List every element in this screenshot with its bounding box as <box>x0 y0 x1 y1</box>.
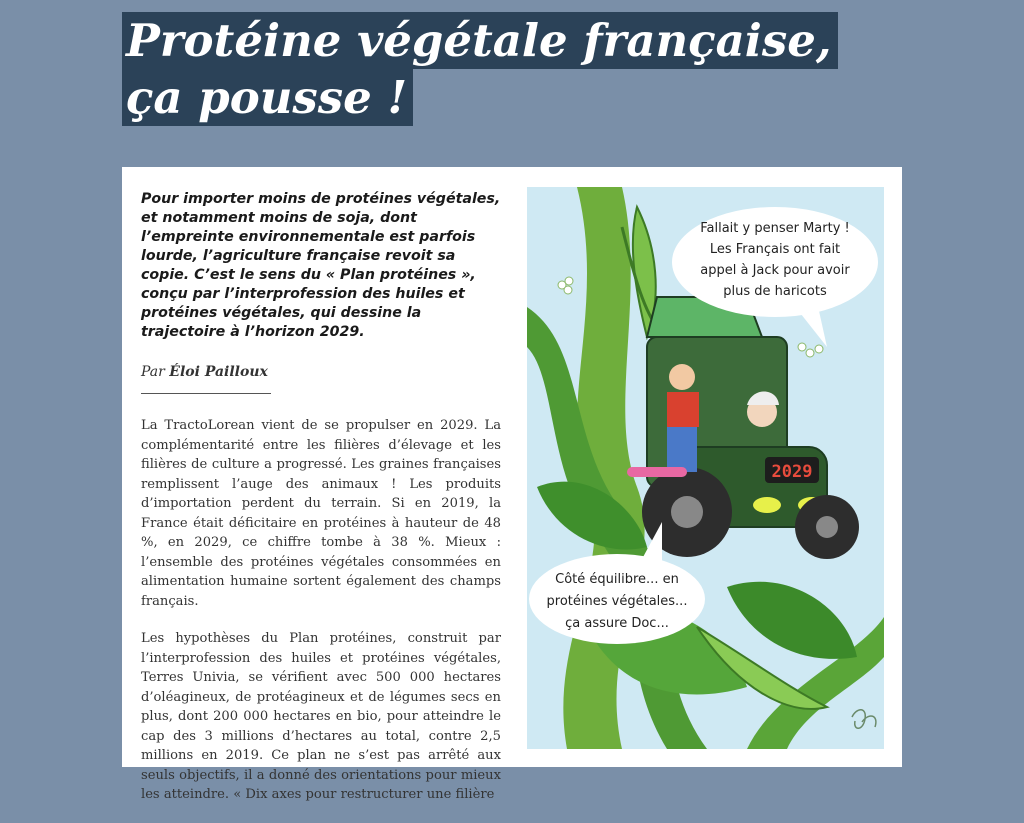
leaf <box>727 582 857 659</box>
bubble-bottom-line-2: protéines végétales... <box>546 594 688 609</box>
wheel-hub <box>816 516 838 538</box>
hoverboard <box>627 467 687 477</box>
article-lead: Pour importer moins de protéines végétales, et notamment moins de soja, dont l’empreinte environnementale est parfois lourde, l’agriculture française revoit sa copie. C’est le sens du « Plan protéines », conçu par l’interprofession des huiles et protéines végétales, qui dessine la trajectoire à l’horizon 2029. <box>141 191 501 340</box>
article-title <box>122 12 838 126</box>
paragraph-2: Les hypothèses du Plan protéines, construit par l’interprofession des huiles et protéines végétales, Terres Univia, se vérifient avec 500 000 hectares d’oléagineux, de protéagineux et de légumes secs en plus, dont 200 000 hectares en bio, pour atteindre le cap des 3 millions d’hectares au total, contre 2,5 millions en 2019. Ce plan ne s’est pas arrêté aux seuls objectifs, il a donné des orientations pour mieux les atteindre. « Dix axes pour restructurer une filière <box>141 631 501 802</box>
flower-icon <box>558 277 573 294</box>
wheel-hub <box>671 496 703 528</box>
bubble-top-line-4: plus de haricots <box>723 284 827 299</box>
title-line-1: Protéine végétale française, <box>122 12 838 69</box>
article-body <box>141 416 501 823</box>
headlight <box>753 497 781 513</box>
plate-text: 2029 <box>771 462 813 482</box>
marty-jeans <box>667 427 697 472</box>
cartoon-illustration <box>527 187 884 749</box>
paragraph-1: La TractoLorean vient de se propulser en 2029. La complémentarité entre les filières d’élevage et les filières de culture a progressé. Les graines françaises remplissent l’auge des animaux ! Les produits d’importation perdent du terrain. Si en 2019, la France était déficitaire en protéines à hauteur de 48 %, en 2029, ce chiffre tombe à 38 %. Mieux : l’ensemble des protéines végétales consommées en alimentation humaine sortent également des champs français. <box>141 418 501 609</box>
byline <box>141 364 268 380</box>
article-page <box>122 167 902 802</box>
cartoon-drawing <box>527 187 884 749</box>
artist-signature <box>852 710 876 729</box>
byline-divider <box>141 393 271 394</box>
author-name: Éloi Pailloux <box>169 364 268 380</box>
bubble-top-line-3: appel à Jack pour avoir <box>700 263 850 278</box>
title-line-2: ça pousse ! <box>122 69 413 126</box>
flower-icon <box>798 343 823 357</box>
bubble-top-line-1: Fallait y penser Marty ! <box>700 221 850 236</box>
bubble-bottom-line-3: ça assure Doc... <box>565 616 669 631</box>
marty-vest <box>667 392 699 427</box>
bubble-bottom-line-1: Côté équilibre... en <box>555 572 679 587</box>
marty-head <box>669 364 695 390</box>
bubble-top-line-2: Les Français ont fait <box>709 242 841 257</box>
byline-prefix: Par <box>141 364 165 380</box>
